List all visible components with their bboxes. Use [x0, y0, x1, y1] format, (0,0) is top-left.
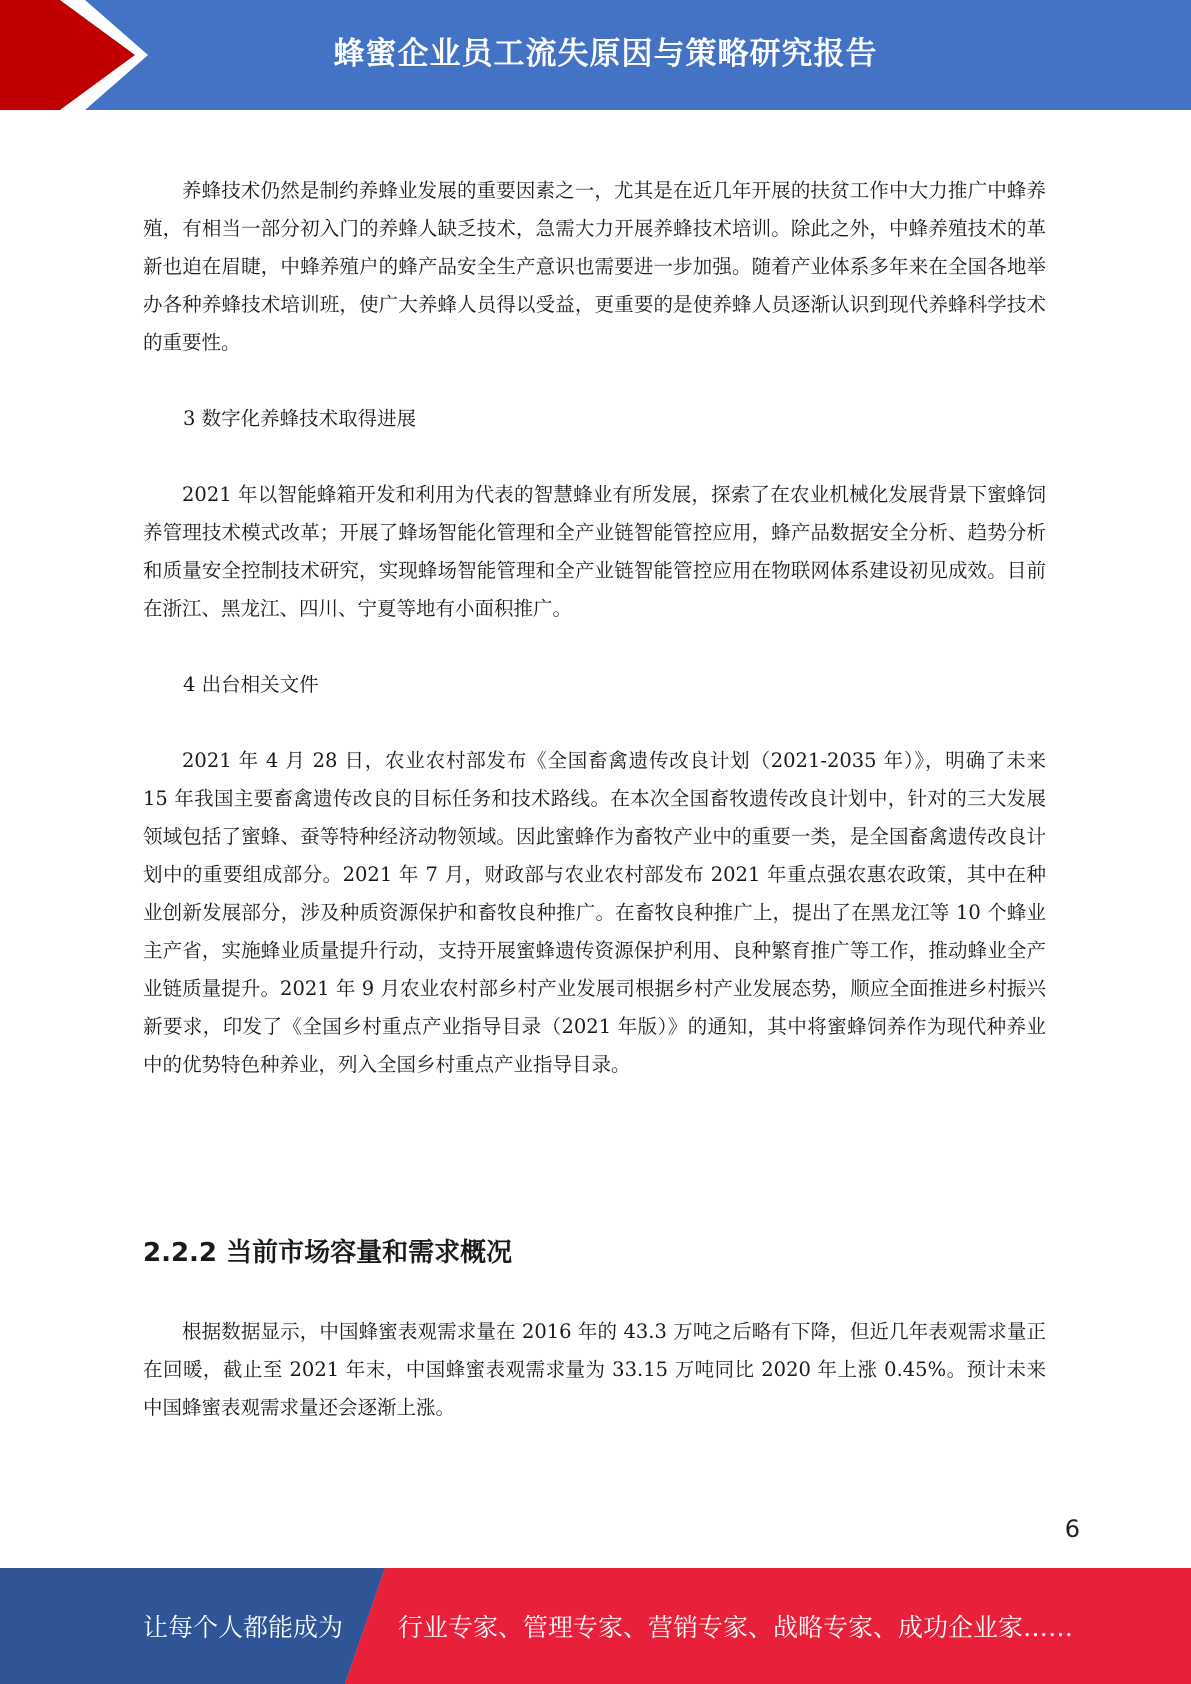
paragraph-4-block	[143, 1313, 1046, 1427]
page-number: 6	[1064, 1515, 1080, 1543]
section-title-block	[143, 1232, 1046, 1269]
paragraph-4: 根据数据显示，中国蜂蜜表观需求量在 2016 年的 43.3 万吨之后略有下降，但近几年表观需求量正在回暖，截止至 2021 年末，中国蜂蜜表观需求量为 33.15 万吨同比 2020 年上涨 0.45%。预计未来中国蜂蜜表观需求量还会逐渐上涨。	[143, 1320, 1046, 1419]
heading-3-block	[143, 400, 1046, 438]
paragraph-3-block	[143, 742, 1046, 1084]
paragraph-2-block	[143, 476, 1046, 628]
footer-slogan-left: 让每个人都能成为	[143, 1613, 344, 1642]
page-header	[0, 0, 1191, 110]
paragraph-2: 2021 年以智能蜂箱开发和利用为代表的智慧蜂业有所发展，探索了在农业机械化发展背景下蜜蜂饲养管理技术模式改革；开展了蜂场智能化管理和全产业链智能管控应用，蜂产品数据安全分析、趋势分析和质量安全控制技术研究，实现蜂场智能管理和全产业链智能管控应用在物联网体系建设初见成效。目前在浙江、黑龙江、四川、宁夏等地有小面积推广。	[143, 483, 1046, 620]
subheading-3: 3 数字化养蜂技术取得进展	[183, 407, 417, 430]
section-title: 2.2.2 当前市场容量和需求概况	[143, 1238, 513, 1268]
paragraph-1-block	[143, 172, 1046, 362]
heading-4-block	[143, 666, 1046, 704]
paragraph-1: 养蜂技术仍然是制约养蜂业发展的重要因素之一，尤其是在近几年开展的扶贫工作中大力推广中蜂养殖，有相当一部分初入门的养蜂人缺乏技术，急需大力开展养蜂技术培训。除此之外，中蜂养殖技术的革新也迫在眉睫，中蜂养殖户的蜂产品安全生产意识也需要进一步加强。随着产业体系多年来在全国各地举办各种养蜂技术培训班，使广大养蜂人员得以受益，更重要的是使养蜂人员逐渐认识到现代养蜂科学技术的重要性。	[143, 179, 1046, 354]
footer-slogan-right: 行业专家、管理专家、营销专家、战略专家、成功企业家……	[398, 1613, 1074, 1642]
subheading-4: 4 出台相关文件	[183, 673, 319, 696]
page-footer	[0, 1568, 1191, 1684]
paragraph-3: 2021 年 4 月 28 日，农业农村部发布《全国畜禽遗传改良计划（2021-2035 年）》，明确了未来 15 年我国主要畜禽遗传改良的目标任务和技术路线。在本次全国畜牧遗传改良计划中，针对的三大发展领域包括了蜜蜂、蚕等特种经济动物领域。因此蜜蜂作为畜牧产业中的重要一类，是全国畜禽遗传改良计划中的重要组成部分。2021 年 7 月，财政部与农业农村部发布 2021 年重点强农惠农政策，其中在种业创新发展部分，涉及种质资源保护和畜牧良种推广。在畜牧良种推广上，提出了在黑龙江等 10 个蜂业主产省，实施蜂业质量提升行动，支持开展蜜蜂遗传资源保护利用、良种繁育推广等工作，推动蜂业全产业链质量提升。2021 年 9 月农业农村部乡村产业发展司根据乡村产业发展态势，顺应全面推进乡村振兴新要求，印发了《全国乡村重点产业指导目录（2021 年版）》的通知，其中将蜜蜂饲养作为现代种养业中的优势特色种养业，列入全国乡村重点产业指导目录。	[143, 749, 1046, 1076]
document-title: 蜂蜜企业员工流失原因与策略研究报告	[333, 35, 878, 72]
